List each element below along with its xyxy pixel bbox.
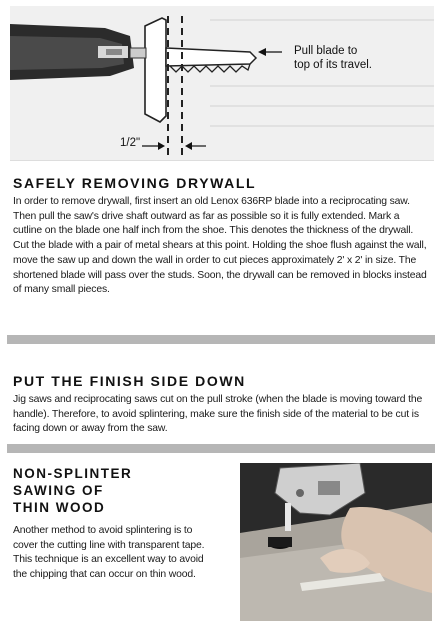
saw-blade	[166, 48, 256, 66]
saw-drawing	[10, 6, 434, 160]
illustration-callout: Pull blade to top of its travel.	[294, 45, 372, 71]
section-body: Another method to avoid splintering is to cover the cutting line with transparent tape. This technique is an excellent way to avoid the chipping that can occur on thin wood.	[13, 525, 205, 581]
dimension-label: 1/2"	[120, 137, 141, 149]
heading-line: SAWING OF	[13, 483, 104, 498]
photo-drawing	[240, 463, 432, 621]
saw-shoe	[145, 18, 166, 122]
section-body: Jig saws and reciprocating saws cut on the pull stroke (when the blade is moving toward the handle). Therefore, to avoid splintering, make sure the finish side of the material to be cut is facing down or away from the saw.	[13, 394, 423, 435]
section-divider	[7, 444, 435, 453]
section-heading: PUT THE FINISH SIDE DOWN	[13, 373, 246, 389]
section-body: In order to remove drywall, first insert an old Lenox 636RP blade into a reciprocating saw. Then pull the saw's drive shaft outward as far as possible so it is fully extended. Mark a cutline on the blade one half inch from the shoe. This denotes the thickness of the drywall. Cut the blade with a pair of metal shears at this point. Holding the shoe flush against the wall, move the saw up and down the wall in order to cut pieces approximately 2' x 2' in size. The shortened blade will pass over the studs. Soon, the drywall can be removed in blocks instead of many small pieces.	[13, 196, 427, 296]
heading-line: NON-SPLINTER	[13, 466, 133, 481]
section-finish-side-down	[13, 373, 427, 437]
section-heading	[13, 465, 213, 516]
heading-line: THIN WOOD	[13, 500, 106, 515]
section-divider	[7, 335, 435, 344]
saw-blade-illustration	[10, 6, 434, 161]
tape-application-photo	[240, 463, 432, 621]
section-heading: SAFELY REMOVING DRYWALL	[13, 175, 257, 191]
section-removing-drywall	[13, 175, 427, 298]
section-non-splinter	[13, 465, 213, 583]
